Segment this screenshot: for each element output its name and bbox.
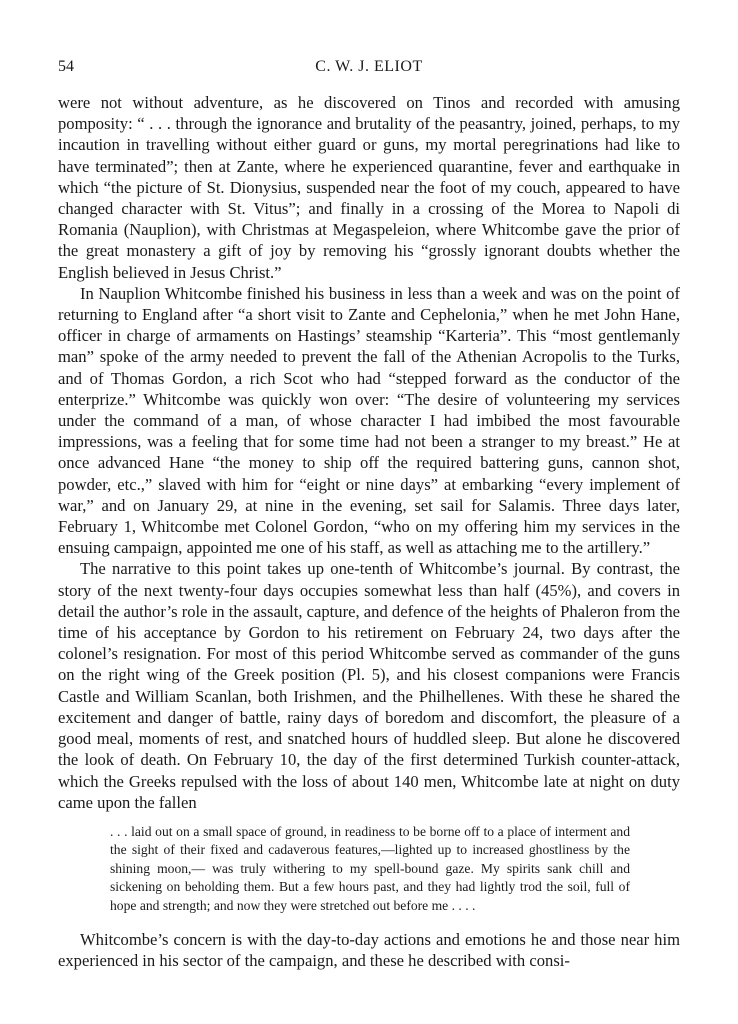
document-page — [58, 58, 680, 971]
paragraph-closing: Whitcombe’s concern is with the day-to-day actions and emotions he and those near him experienced in his sector of the campaign, and these he described with consi- — [58, 929, 680, 971]
page-number: 54 — [58, 58, 74, 75]
running-head — [58, 58, 680, 82]
paragraph-continuation: were not without adventure, as he discovered on Tinos and recorded with amusing pomposity: “ . . . through the ignorance and brutality of the peasantry, joined, perhaps, to my incaution in travelling without either guard or guns, my mortal peregrinations had like to have terminated”; then at Zante, where he experienced quarantine, fever and earthquake in which “the picture of St. Dionysius, suspended near the foot of my couch, appeared to have changed character with St. Vitus”; and finally in a crossing of the Morea to Napoli di Romania (Nauplion), with Christmas at Megaspeleion, where Whitcombe gave the prior of the great monastery a gift of joy by removing his “grossly ignorant doubts whether the English believed in Jesus Christ.” — [58, 93, 680, 282]
block-quote: . . . laid out on a small space of ground, in readiness to be borne off to a place of interment and the sight of their fixed and cadaverous features,—lighted up to increased ghostliness by the shining moon,— was truly withering to my spell-bound gaze. My spirits sank chill and sickening on beholding them. But a few hours past, and they had lightly trod the soil, full of hope and strength; and now they were stretched out before me . . . . — [110, 823, 630, 913]
running-title: C. W. J. ELIOT — [315, 58, 423, 75]
paragraph-nauplion: In Nauplion Whitcombe finished his business in less than a week and was on the point of returning to England after “a short visit to Zante and Cephelonia,” when he met John Hane, officer in charge of armaments on Hastings’ steamship “Karteria”. This “most gentlemanly man” spoke of the army needed to prevent the fall of the Athenian Acropolis to the Turks, and of Thomas Gordon, a rich Scot who had “stepped forward as the conductor of the enterprize.” Whitcombe was quickly won over: “The desire of volunteering my services under the command of a man, of whose character I had imbibed the most favourable impressions, was a feeling that for some time had not been a stranger to my breast.” He at once advanced Hane “the money to ship off the required battering guns, cannon shot, powder, etc.,” slaved with him for “eight or nine days” at embarking “every implement of war,” and on January 29, at nine in the evening, set sail for Salamis. Three days later, February 1, Whitcombe met Colonel Gordon, “who on my offering him my services in the ensuing campaign, appointed me one of his staff, as well as attaching me to the artillery.” — [58, 283, 680, 558]
paragraph-narrative: The narrative to this point takes up one-tenth of Whitcombe’s journal. By contrast, the story of the next twenty-four days occupies somewhat less than half (45%), and covers in detail the author’s role in the assault, capture, and defence of the heights of Phaleron from the time of his acceptance by Gordon to his retirement on February 24, two days after the colonel’s resignation. For most of this period Whitcombe served as commander of the guns on the right wing of the Greek position (Pl. 5), and his closest companions were Francis Castle and William Scanlan, both Irishmen, and the Philhellenes. With these he shared the excitement and danger of battle, rainy days of boredom and discomfort, the pleasure of a good meal, moments of rest, and snatched hours of huddled sleep. But alone he discovered the look of death. On February 10, the day of the first determined Turkish counter-attack, which the Greeks repulsed with the loss of about 140 men, Whitcombe late at night on duty came upon the fallen — [58, 559, 680, 812]
